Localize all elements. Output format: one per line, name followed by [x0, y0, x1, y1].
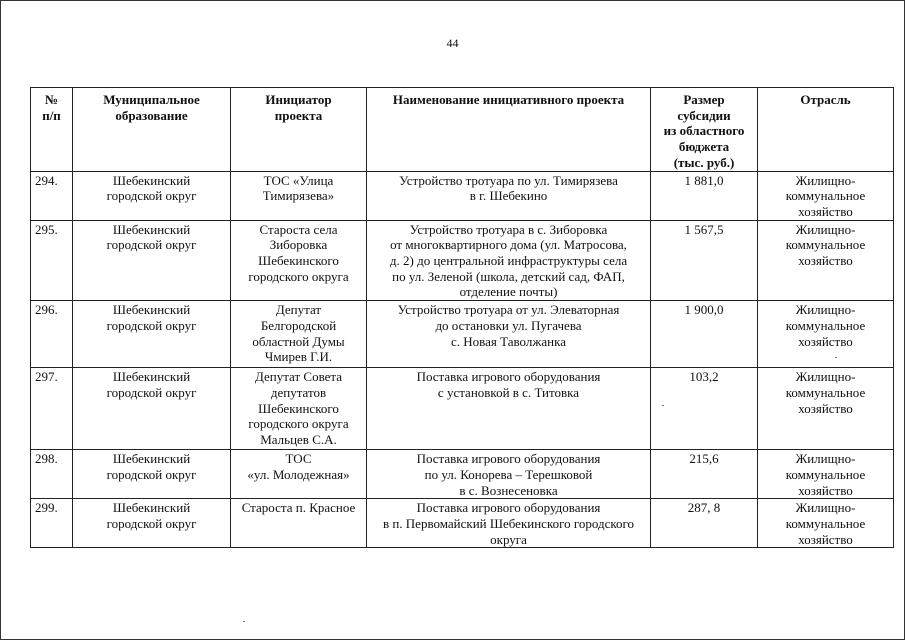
- row-industry: Жилищно- коммунальное хозяйство: [758, 220, 894, 301]
- row-industry: Жилищно- коммунальное хозяйство: [758, 171, 894, 220]
- row-subsidy: 1 567,5: [651, 220, 758, 301]
- projects-table: [30, 87, 894, 548]
- row-num: 295.: [31, 220, 73, 301]
- table-header-row: [31, 88, 894, 172]
- row-municipality: Шебекинский городской округ: [73, 450, 231, 499]
- row-num: 299.: [31, 499, 73, 548]
- row-initiator: Староста села Зиборовка Шебекинского городского округа: [231, 220, 367, 301]
- table-row: [31, 450, 894, 499]
- header-project: Наименование инициативного проекта: [367, 88, 651, 172]
- table-row: [31, 499, 894, 548]
- row-project: Устройство тротуара в с. Зиборовка от многоквартирного дома (ул. Матросова, д. 2) до центральной инфраструктуры села по ул. Зеленой (школа, детский сад, ФАП, отделение почты): [367, 220, 651, 301]
- table-row: [31, 301, 894, 368]
- row-initiator: Депутат Совета депутатов Шебекинского городского округа Мальцев С.А.: [231, 368, 367, 450]
- scan-speck: [243, 621, 245, 622]
- header-municipality: Муниципальное образование: [73, 88, 231, 172]
- header-industry: Отрасль: [758, 88, 894, 172]
- table-row: [31, 220, 894, 301]
- row-num: 298.: [31, 450, 73, 499]
- header-num: № п/п: [31, 88, 73, 172]
- scan-speck: [662, 405, 664, 406]
- row-initiator: ТОС «ул. Молодежная»: [231, 450, 367, 499]
- row-subsidy: 287, 8: [651, 499, 758, 548]
- table-row: [31, 368, 894, 450]
- header-subsidy: Размер субсидии из областного бюджета (тыс. руб.): [651, 88, 758, 172]
- row-industry: Жилищно- коммунальное хозяйство: [758, 301, 894, 368]
- row-initiator: Староста п. Красное: [231, 499, 367, 548]
- row-project: Устройство тротуара по ул. Тимирязева в г. Шебекино: [367, 171, 651, 220]
- row-project: Поставка игрового оборудования по ул. Конорева – Терешковой в с. Вознесеновка: [367, 450, 651, 499]
- row-municipality: Шебекинский городской округ: [73, 301, 231, 368]
- row-num: 296.: [31, 301, 73, 368]
- row-subsidy: 1 900,0: [651, 301, 758, 368]
- row-project: Поставка игрового оборудования в п. Первомайский Шебекинского городского округа: [367, 499, 651, 548]
- row-num: 294.: [31, 171, 73, 220]
- row-subsidy: 1 881,0: [651, 171, 758, 220]
- scan-speck: [835, 357, 837, 358]
- page-number: 44: [446, 36, 459, 50]
- row-num: 297.: [31, 368, 73, 450]
- row-industry: Жилищно- коммунальное хозяйство: [758, 450, 894, 499]
- row-industry: Жилищно- коммунальное хозяйство: [758, 499, 894, 548]
- row-project: Поставка игрового оборудования с установкой в с. Титовка: [367, 368, 651, 450]
- row-project: Устройство тротуара от ул. Элеваторная до остановки ул. Пугачева с. Новая Таволжанка: [367, 301, 651, 368]
- row-industry: Жилищно- коммунальное хозяйство: [758, 368, 894, 450]
- row-subsidy: 103,2: [651, 368, 758, 450]
- row-initiator: Депутат Белгородской областной Думы Чмирев Г.И.: [231, 301, 367, 368]
- table-row: [31, 171, 894, 220]
- row-subsidy: 215,6: [651, 450, 758, 499]
- row-municipality: Шебекинский городской округ: [73, 368, 231, 450]
- row-municipality: Шебекинский городской округ: [73, 220, 231, 301]
- row-municipality: Шебекинский городской округ: [73, 499, 231, 548]
- header-initiator: Инициатор проекта: [231, 88, 367, 172]
- row-municipality: Шебекинский городской округ: [73, 171, 231, 220]
- row-initiator: ТОС «Улица Тимирязева»: [231, 171, 367, 220]
